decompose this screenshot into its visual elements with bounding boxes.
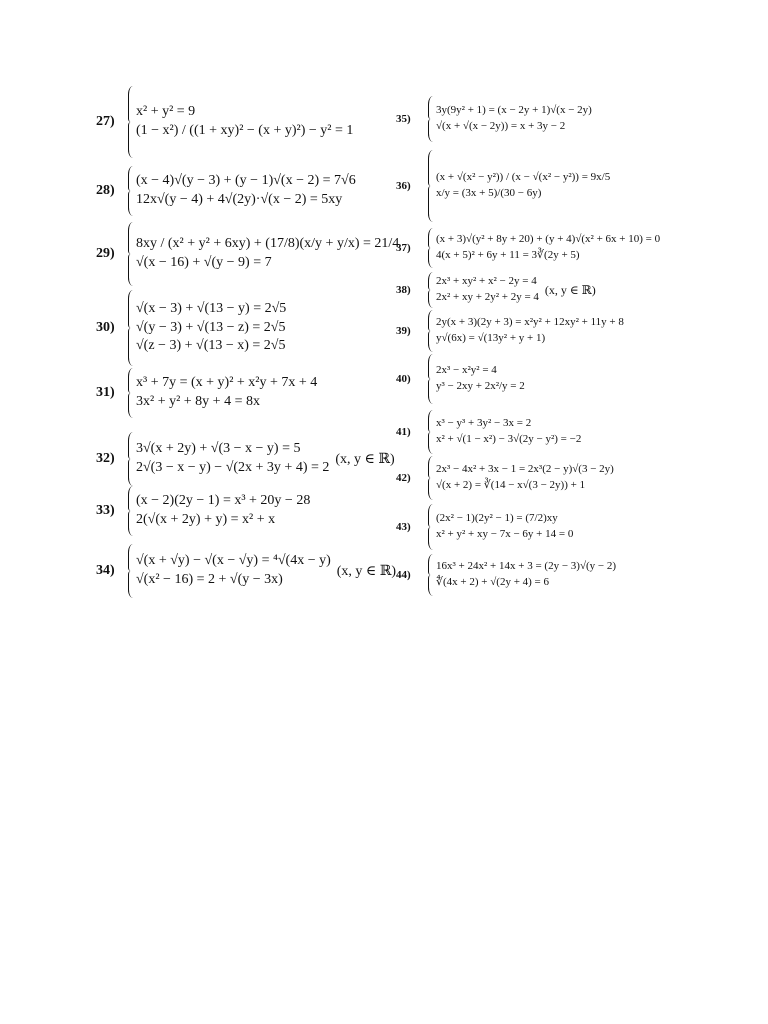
equation-list (136, 103, 353, 141)
equation: √(x + 2) = ∛(14 − x√(3 − 2y)) + 1 (436, 479, 586, 491)
problem-number: 31) (96, 385, 115, 400)
equation-list (436, 462, 614, 494)
problem-30 (96, 290, 286, 366)
equation: 3y(9y² + 1) = (x − 2y + 1)√(x − 2y) (436, 104, 592, 117)
problem-number: 35) (396, 113, 411, 125)
equation-list (136, 552, 331, 590)
equation: x/y = (3x + 5)/(30 − 6y) (436, 187, 542, 199)
problem-number: 32) (96, 451, 115, 466)
equation: (x − 4)√(y − 3) + (y − 1)√(x − 2) = 7√6 (136, 173, 356, 189)
problem-39 (396, 310, 624, 352)
equation: √(x − 16) + √(y − 9) = 7 (136, 255, 272, 270)
problem-number: 29) (96, 246, 115, 261)
problem-32 (96, 432, 395, 486)
equation: 2x³ − x²y² = 4 (436, 364, 497, 377)
equation-list (436, 559, 616, 591)
equation-list (136, 374, 317, 412)
equation: (x + √(x² − y²)) / (x − √(x² − y²)) = 9x/5 (436, 171, 611, 184)
problem-number: 36) (396, 180, 411, 192)
problem-36 (396, 150, 610, 222)
equation: √(x² − 16) = 2 + √(y − 3x) (136, 572, 283, 587)
problem-number: 34) (96, 563, 115, 578)
equation-list (436, 103, 592, 135)
problem-number: 38) (396, 284, 411, 296)
problem-38 (396, 272, 596, 308)
equation-list (436, 274, 539, 306)
equation-list (436, 511, 573, 543)
system-brace (126, 432, 133, 486)
equation-list (136, 172, 356, 210)
problem-number: 41) (396, 426, 411, 438)
system-brace (426, 504, 433, 550)
problem-42 (396, 456, 614, 500)
equation: 2(√(x + 2y) + y) = x² + x (136, 512, 276, 527)
system-brace (426, 272, 433, 308)
equation: (x − 2)(2y − 1) = x³ + 20y − 28 (136, 493, 311, 509)
equation: 4(x + 5)² + 6y + 11 = 3∛(2y + 5) (436, 249, 580, 261)
system-brace (426, 554, 433, 596)
equation-list (136, 300, 286, 357)
equation: ∜(4x + 2) + √(2y + 4) = 6 (436, 576, 550, 588)
equation: (1 − x²) / ((1 + xy)² − (x + y)²) − y² = 1 (136, 123, 354, 138)
equation: 2y(x + 3)(2y + 3) = x²y² + 12xy² + 11y + 8 (436, 316, 624, 329)
equation: √(y − 3) + √(13 − z) = 2√5 (136, 319, 286, 335)
problem-27 (96, 86, 353, 158)
system-brace (426, 96, 433, 142)
equation-list (436, 416, 581, 448)
equation: x³ − y³ + 3y² − 3x = 2 (436, 417, 532, 430)
system-brace (426, 150, 433, 222)
equation: √(x + √(x − 2y)) = x + 3y − 2 (436, 120, 566, 132)
problem-number: 40) (396, 373, 411, 385)
equation: 2√(3 − x − y) − √(2x + 3y + 4) = 2 (136, 460, 330, 475)
equation: (2x² − 1)(2y² − 1) = (7/2)xy (436, 512, 558, 525)
equation-list (436, 315, 624, 347)
problem-number: 44) (396, 569, 411, 581)
equation: 12x√(y − 4) + 4√(2y)·√(x − 2) = 5xy (136, 192, 343, 207)
equation: 2x³ − 4x² + 3x − 1 = 2x³(2 − y)√(3 − 2y) (436, 463, 614, 476)
system-brace (426, 228, 433, 268)
system-brace (126, 486, 133, 536)
equation: 16x³ + 24x² + 14x + 3 = (2y − 3)√(y − 2) (436, 560, 617, 573)
problem-37 (396, 228, 660, 268)
equation-list (436, 363, 525, 395)
problem-31 (96, 368, 317, 418)
equation-list (436, 232, 660, 264)
problem-43 (396, 504, 573, 550)
problem-34 (96, 544, 396, 598)
problem-number: 27) (96, 114, 115, 129)
system-brace (126, 290, 133, 366)
system-brace (126, 544, 133, 598)
equation: 2x³ + xy² + x² − 2y = 4 (436, 275, 537, 288)
problem-number: 33) (96, 503, 115, 518)
equation: x³ + 7y = (x + y)² + x²y + 7x + 4 (136, 375, 318, 391)
equation: √(x − 3) + √(13 − y) = 2√5 (136, 300, 287, 316)
equation: 8xy / (x² + y² + 6xy) + (17/8)(x/y + y/x) = 21/4 (136, 236, 400, 252)
system-brace (426, 410, 433, 454)
equation-list (436, 170, 610, 202)
problem-35 (396, 96, 592, 142)
problem-28 (96, 166, 356, 216)
system-brace (426, 310, 433, 352)
equation: x² + y² = 9 (136, 104, 196, 120)
domain-note: (x, y ∈ ℝ) (544, 282, 596, 297)
equation: y√(6x) = √(13y² + y + 1) (436, 332, 546, 344)
problem-number: 39) (396, 325, 411, 337)
equation: 2x² + xy + 2y² + 2y = 4 (436, 291, 539, 303)
problem-number: 28) (96, 183, 115, 198)
system-brace (126, 166, 133, 216)
equation: x² + √(1 − x²) − 3√(2y − y²) = −2 (436, 433, 582, 445)
equation-list (136, 235, 399, 273)
equation: x² + y² + xy − 7x − 6y + 14 = 0 (436, 528, 574, 540)
equation: y³ − 2xy + 2x²/y = 2 (436, 380, 525, 392)
problem-number: 42) (396, 472, 411, 484)
equation-list (136, 492, 310, 530)
equation: (x + 3)√(y² + 8y + 20) + (y + 4)√(x² + 6x + 10) = 0 (436, 233, 661, 246)
problem-number: 43) (396, 521, 411, 533)
problem-33 (96, 486, 310, 536)
problem-41 (396, 410, 581, 454)
system-brace (126, 86, 133, 158)
domain-note: (x, y ∈ ℝ) (336, 563, 397, 579)
problem-number: 30) (96, 320, 115, 335)
equation: √(z − 3) + √(13 − x) = 2√5 (136, 338, 286, 354)
equation: 3x² + y² + 8y + 4 = 8x (136, 394, 260, 409)
problem-40 (396, 354, 525, 404)
problem-29 (96, 222, 399, 286)
system-brace (126, 222, 133, 286)
system-brace (426, 456, 433, 500)
domain-note: (x, y ∈ ℝ) (335, 451, 395, 467)
problem-44 (396, 554, 616, 596)
system-brace (426, 354, 433, 404)
problem-number: 37) (396, 242, 411, 254)
system-brace (126, 368, 133, 418)
equation: √(x + √y) − √(x − √y) = ⁴√(4x − y) (136, 553, 331, 569)
equation-list (136, 440, 329, 478)
equation: 3√(x + 2y) + √(3 − x − y) = 5 (136, 441, 301, 457)
